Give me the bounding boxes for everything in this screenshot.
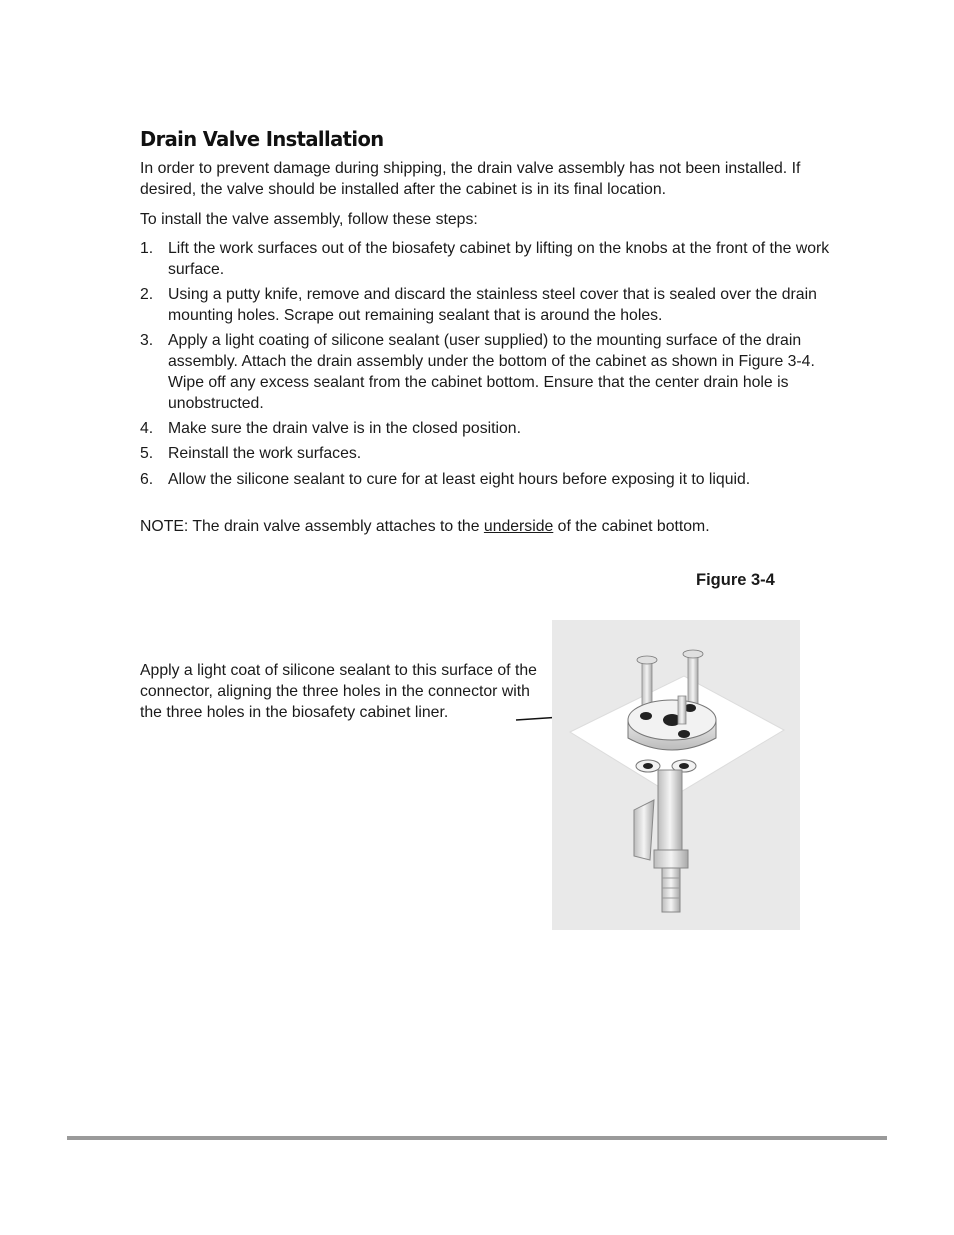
step-text: Allow the silicone sealant to cure for at least eight hours before exposing it to liquid. [168, 471, 751, 488]
step-number: 5. [140, 445, 154, 462]
steps-list [140, 238, 830, 490]
list-item [140, 418, 830, 439]
figure-callout: Apply a light coat of silicone sealant to this surface of the connector, aligning the three holes in the connector with the three holes in the biosafety cabinet liner. [140, 662, 537, 721]
figure-label: Figure 3-4 [696, 571, 775, 589]
step-text: Reinstall the work surfaces. [168, 445, 362, 462]
list-item [140, 443, 830, 464]
step-text: Make sure the drain valve is in the closed position. [168, 420, 521, 437]
step-text: Apply a light coating of silicone sealant (user supplied) to the mounting surface of the drain assembly. Attach the drain assembly under the bottom of the cabinet as shown in Figure 3-4. Wipe off any excess sealant from the cabinet bottom. Ensure that the center drain hole is unobstructed. [168, 332, 815, 412]
footer-divider [67, 1136, 887, 1140]
step-text: Lift the work surfaces out of the biosafety cabinet by lifting on the knobs at the front of the work surface. [168, 240, 830, 278]
section-title: Drain Valve Installation [140, 127, 384, 152]
step-text: Using a putty knife, remove and discard the stainless steel cover that is sealed over the drain mounting holes. Scrape out remaining sealant that is around the holes. [168, 286, 817, 324]
list-item [140, 330, 830, 414]
note-underlined: underside [483, 518, 554, 535]
steps-lead: To install the valve assembly, follow these steps: [140, 211, 478, 228]
list-item [140, 238, 830, 280]
step-number: 3. [140, 332, 154, 349]
drain-valve-illustration [552, 620, 800, 930]
step-number: 2. [140, 286, 154, 303]
step-number: 4. [140, 420, 154, 437]
intro-paragraph: In order to prevent damage during shipping, the drain valve assembly has not been installed. If desired, the valve should be installed after the cabinet is in its final location. [140, 160, 801, 198]
step-number: 1. [140, 240, 154, 257]
note-paragraph [140, 516, 830, 537]
step-number: 6. [140, 471, 154, 488]
list-item [140, 469, 830, 490]
drain-valve-figure [552, 620, 800, 930]
note-prefix: NOTE: The drain valve assembly attaches to the [140, 518, 484, 535]
list-item [140, 284, 830, 326]
note-suffix: of the cabinet bottom. [553, 518, 710, 535]
